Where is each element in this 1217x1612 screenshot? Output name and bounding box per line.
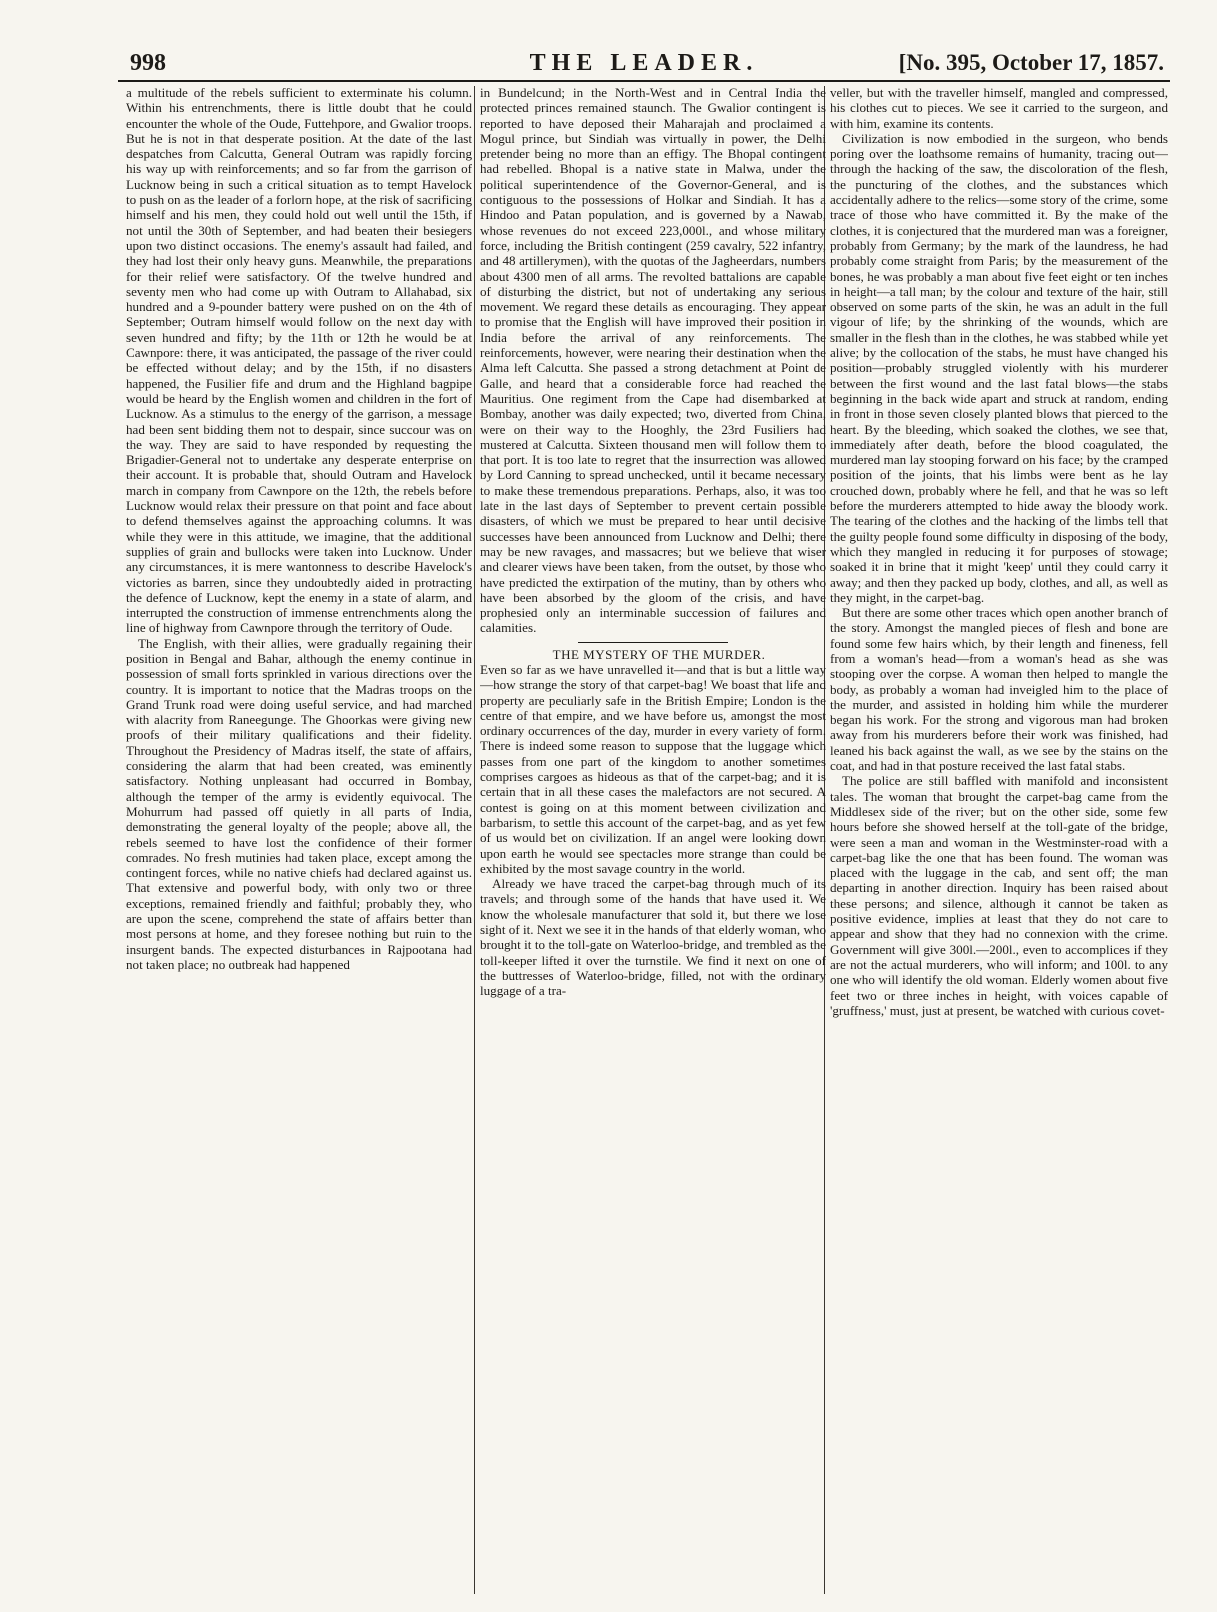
paragraph: veller, but with the traveller himself, mangled and compressed, his clothes cut to pieces. We see it carried to the surgeon, and with him, examine its contents. xyxy=(830,85,1168,131)
paragraph: in Bundelcund; in the North-West and in Central India the protected princes remained staunch. The Gwalior contingent is reported to have deposed their Maharajah and proclaimed a Mogul prince, but Sindiah was virtually in power, the Delhi pretender being no more than an effigy. The Bhopal contingent had rebelled. Bhopal is a native state in Malwa, under the political superintendence of the Governor-General, and is contiguous to the possessions of Holkar and Sindiah. It has a Hindoo and Patan population, and is governed by a Nawab, whose revenues do not exceed 223,000l., and whose military force, including the British contingent (259 cavalry, 522 infantry, and 48 artillerymen), with the quotas of the Jagheerdars, numbers about 4300 men of all arms. The revolted battalions are capable of disturbing the district, but not of undertaking any serious movement. We regard these details as encouraging. They appear to promise that the English will have improved their position in India before the arrival of any reinforcements. The reinforcements, however, were nearing their destination when the Alma left Calcutta. She passed a strong detachment at Point de Galle, and heard that a considerable force had reached the Mauritius. One regiment from the Cape had disembarked at Bombay, another was daily expected; two, diverted from China, were on their way to the Hooghly, the 23rd Fusiliers had mustered at Calcutta. Sixteen thousand men will follow them to that port. It is too late to regret that the insurrection was allowed by Lord Canning to spread unchecked, until it became necessary to make these tremendous preparations. Perhaps, also, it was too late in the last days of September to prevent certain possible disasters, of which we must be prepared to hear until decisive successes have been announced from Lucknow and Delhi; there may be new ravages, and massacres; but we believe that wiser and clearer views have been taken, from the outset, by those who have predicted the extirpation of the mutiny, than by others who have been absorbed by the gloom of the crisis, and have prophesied only an interminable succession of failures and calamities. xyxy=(480,85,826,636)
column-2 xyxy=(480,85,826,1597)
column-divider xyxy=(474,86,475,1594)
column-3 xyxy=(830,85,1168,1597)
paragraph: Already we have traced the carpet-bag through much of its travels; and through some of the hands that have used it. We know the wholesale manufacturer that sold it, but there we lose sight of it. Next we see it in the hands of that elderly woman, who brought it to the toll-gate on Waterloo-bridge, and trembled as the toll-keeper lifted it over the turnstile. We find it next on one of the buttresses of Waterloo-bridge, filled, not with the ordinary luggage of a tra- xyxy=(480,876,826,999)
paragraph: The police are still baffled with manifold and inconsistent tales. The woman that brought the carpet-bag came from the Middlesex side of the river; but on the other side, some few hours before she showed herself at the toll-gate of the bridge, were seen a man and woman in the Westminster-road with a carpet-bag like the one that has been found. The woman was placed with the luggage in the cab, and sent off; the man departing in another direction. Inquiry has been raised about these persons; and silence, although it cannot be taken as positive evidence, implies at least that they do not care to appear and show that they had no connexion with the crime. Government will give 300l.—200l., even to accomplices if they are not the actual murderers, who will inform; and 100l. to any one who will identify the old woman. Elderly women about five feet two or three inches in height, with voices capable of 'gruffness,' must, just at present, be watched with curious covet- xyxy=(830,773,1168,1018)
issue-date: [No. 395, October 17, 1857. xyxy=(898,50,1164,75)
masthead: THE LEADER. xyxy=(529,50,759,76)
page-number: 998 xyxy=(130,50,166,76)
paragraph: Even so far as we have unravelled it—and that is but a little way—how strange the story of that carpet-bag! We boast that life and property are peculiarly safe in the British Empire; London is the centre of that empire, and we have before us, amongst the most ordinary occurrences of the day, murder in every variety of form. There is indeed some reason to suppose that the luggage which passes from one part of the kingdom to another sometimes comprises cargoes as hideous as that of the carpet-bag; and it is certain that in all these cases the malefactors are not secured. A contest is going on at this moment between civilization and barbarism, to settle this account of the carpet-bag, and as yet few of us would bet on civilization. If an angel were looking down upon earth he would see spectacles more strange than could be exhibited by the most savage country in the world. xyxy=(480,661,826,876)
page-header xyxy=(118,50,1170,82)
section-divider xyxy=(578,642,728,643)
paragraph: Civilization is now embodied in the surgeon, who bends poring over the loathsome remains of humanity, tracing out—through the hacking of the saw, the discoloration of the flesh, the puncturing of the clothes, and the substances which accidentally adhere to the relics—some story of the crime, some trace of those who have committed it. By the make of the clothes, it is conjectured that the murdered man was a foreigner, probably from Germany; by the mark of the laundress, he had probably come straight from Paris; by the measurement of the bones, he was probably a man about five feet eight or ten inches in height—a tall man; by the colour and texture of the hair, still observed on some parts of the skin, he was an adult in the full vigour of life; by the shrinking of the wounds, which are smaller in the flesh than in the clothes, he was stabbed while yet alive; by the collocation of the stabs, he must have changed his position—probably struggled violently with his murderer between the first wound and the last fatal blows—the stabs beginning in the back wide apart and struck at random, ending in front in those seven closely planted blows that pierced to the heart. By the bleeding, which soaked the clothes, we see that, immediately after death, before the blood coagulated, the murdered man lay stooping forward on his face; by the cramped position of the joints, that his limbs were bent as he lay crouched down, probably where he fell, and that he was so left before the murderers attempted to hide away the bloody work. The tearing of the clothes and the hacking of the limbs tell that the guilty people found some difficulty in disposing of the body, which they mangled in reducing it for purposes of stowage; soaked it in brine that it might 'keep' until they could carry it away; and then they packed up body, clothes, and all, as well as they might, in the carpet-bag. xyxy=(830,130,1168,605)
paragraph: The English, with their allies, were gradually regaining their position in Bengal and Bahar, although the enemy continue in possession of small forts sprinkled in various directions over the country. It is important to notice that the Madras troops on the Grand Trunk road were doing useful service, and had marched with alacrity from Raneegunge. The Ghoorkas were giving new proofs of their military qualifications and their fidelity. Throughout the Presidency of Madras itself, the state of affairs, considering the alarm that had been created, was eminently satisfactory. Nothing unpleasant had occurred in Bombay, although the temper of the army is evidently equivocal. The Mohurrum had passed off quietly in all parts of India, demonstrating the general loyalty of the people; above all, the rebels seemed to have lost the confidence of their former comrades. No fresh mutinies had taken place, except among the contingent forces, while no native chiefs had declared against us. That extensive and powerful body, with only two or three exceptions, remained friendly and faithful; probably they, who are upon the scene, comprehend the state of affairs better than most persons at home, and they foresee nothing but ruin to the insurgent bands. The expected disturbances in Rajpootana had not taken place; no outbreak had happened xyxy=(126,635,472,972)
paragraph: a multitude of the rebels sufficient to exterminate his column. Within his entrenchments, there is little doubt that he could encounter the whole of the Oude, Futtehpore, and Gwalior troops. But he is not in that desperate position. At the date of the last despatches from Calcutta, General Outram was rapidly forcing his way up with reinforcements; and so far from the garrison of Lucknow being in such a critical situation as to tempt Havelock to push on as the leader of a forlorn hope, at the risk of sacrificing himself and his men, they could hold out well until the 15th, if not until the 30th of September, and had beaten their besiegers upon two distinct occasions. The enemy's assault had failed, and they had lost their only heavy guns. Meanwhile, the preparations for their relief were satisfactory. Of the twelve hundred and seventy men who had come up with Outram to Allahabad, six hundred and a 9-pounder battery were pushed on on the 4th of September; Outram himself would follow on the next day with seven hundred and fifty; by the 11th or 12th he would be at Cawnpore: there, it was anticipated, the passage of the river could be effected without delay; and by the 15th, if no disasters happened, the Fusilier fife and drum and the Highland bagpipe would be heard by the English women and children in the fort of Lucknow. As a stimulus to the energy of the garrison, a message had been sent bidding them not to despair, since succour was on the way. They are said to have responded by requesting the Brigadier-General not to undertake any desperate enterprise on their account. It is probable that, should Outram and Havelock march in company from Cawnpore on the 12th, the rebels before Lucknow would relax their pressure on that point and face about to defend themselves against the approaching columns. It was while they were in this attitude, we imagine, that the additional supplies of grain and bullocks were taken into Lucknow. Under any circumstances, it is mere wantonness to describe Havelock's victories as barren, since they undoubtedly aided in protracting the defence of Lucknow, kept the enemy in a state of alarm, and interrupted the construction of immense entrenchments along the line of highway from Cawnpore through the territory of Oude. xyxy=(126,85,472,636)
column-1 xyxy=(126,85,472,1597)
article-title: THE MYSTERY OF THE MURDER. xyxy=(552,646,766,662)
paragraph: But there are some other traces which open another branch of the story. Amongst the mangled pieces of flesh and bone are found some few hairs which, by their length and fineness, fell from a woman's head—from a woman's head as she was stooping over the corpse. A woman then helped to mangle the body, as probably a woman had inveigled him to the place of the murder, and assisted in holding him while the murderer began his work. For the strong and vigorous man had broken away from his murderers before their work was finished, had leaned his back against the wall, as we see by the stains on the coat, and had in that posture received the last fatal stabs. xyxy=(830,605,1168,774)
